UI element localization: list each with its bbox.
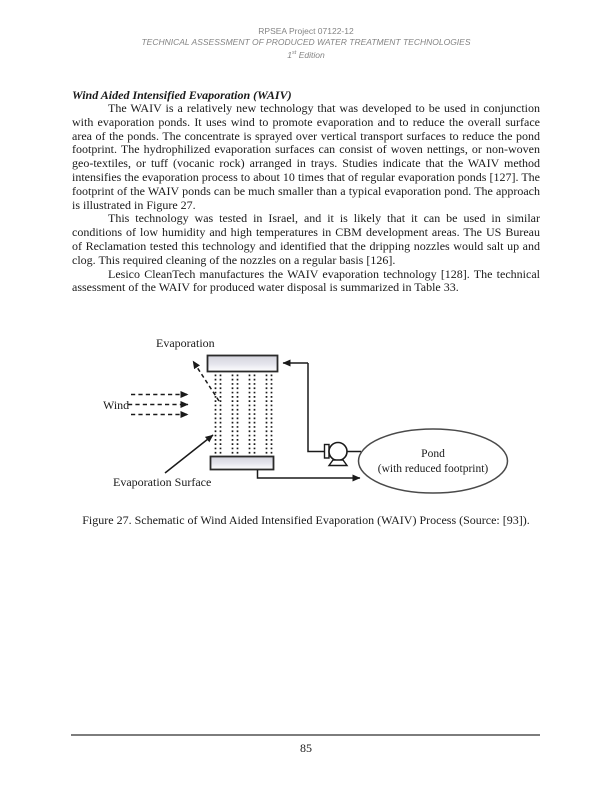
evaporation-surface-dotted-columns <box>216 375 272 455</box>
page-header <box>0 26 612 61</box>
top-tray-bar <box>208 356 278 372</box>
footer-rule <box>71 734 540 736</box>
pond-ellipse <box>359 429 508 493</box>
figure-caption: Figure 27. Schematic of Wind Aided Intensified Evaporation (WAIV) Process (Source: [93]). <box>82 513 530 527</box>
header-edition: 1st Edition <box>287 49 325 60</box>
page-number: 85 <box>300 741 312 755</box>
evaporation-label: Evaporation <box>156 336 215 350</box>
paragraph-manufacturer: Lesico CleanTech manufactures the WAIV evaporation technology [128]. The technical assessment of the WAIV for produced water disposal is summarized in Table 33. <box>72 266 540 295</box>
paragraph-waiv-overview: The WAIV is a relatively new technology that was developed to be used in conjunction with evaporation ponds. It uses wind to promote evaporation and to reduce the overall surface area of the ponds. The concentrate is sprayed over vertical transport surfaces to reduce the pond footprint. The hydrophilized evaporation surfaces can consist of woven nettings, or non-woven geo-textiles, or tuff (vocanic rock) arranged in trays. Studies indicate that the WAIV method intensifies the evaporation process to about 10 times that of regular evaporation ponds [127]. The footprint of the WAIV ponds can be much smaller than a typical evaporation pond. The approach is illustrated in Figure 27. <box>72 101 540 212</box>
evaporation-surface-label: Evaporation Surface <box>113 475 212 489</box>
header-report-title: TECHNICAL ASSESSMENT OF PRODUCED WATER TREATMENT TECHNOLOGIES <box>141 37 471 47</box>
feed-pipe <box>308 363 325 452</box>
pond-label: Pond <box>421 448 445 460</box>
return-pipe-arrow <box>258 470 361 478</box>
pump-icon <box>325 443 362 466</box>
waiv-schematic-diagram <box>95 331 545 503</box>
wind-label: Wind <box>103 398 130 412</box>
evaporation-surface-arrow <box>165 435 213 473</box>
section-heading: Wind Aided Intensified Evaporation (WAIV) <box>72 88 292 102</box>
bottom-tray-bar <box>211 457 274 470</box>
body-content <box>72 88 540 295</box>
wind-arrows <box>128 395 188 415</box>
header-project-number: RPSEA Project 07122-12 <box>258 26 354 36</box>
pond-sublabel: (with reduced footprint) <box>377 463 489 475</box>
paragraph-israel-testing: This technology was tested in Israel, and it is likely that it can be used in similar conditions of low humidity and high temperatures in CBM development areas. The US Bureau of Reclamation tested this technology and identified that the dripping nozzles would salt up and clog. This required cleaning of the nozzles on a regular basis [126]. <box>72 211 540 267</box>
edition-superscript: st <box>292 50 297 56</box>
